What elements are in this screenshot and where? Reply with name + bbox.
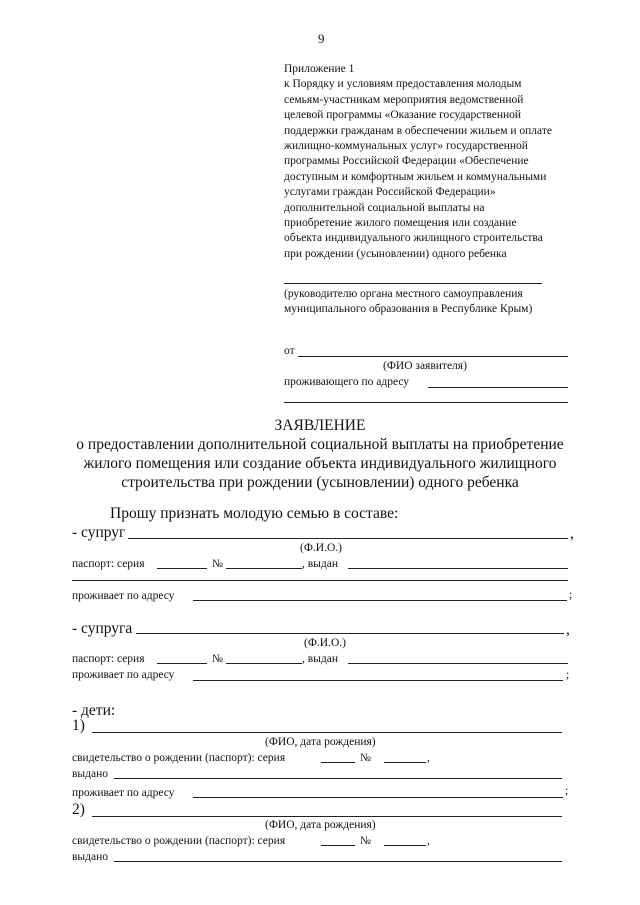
spouse-f-address-field[interactable] xyxy=(193,680,563,681)
child2-series-field[interactable] xyxy=(321,845,355,846)
applicant-address-field[interactable] xyxy=(428,387,568,388)
page-number: 9 xyxy=(318,31,325,46)
spouse-m-caption: (Ф.И.О.) xyxy=(300,542,342,554)
addressee-line1: (руководителю органа местного самоуправления xyxy=(284,288,523,300)
child1-number-field[interactable] xyxy=(384,762,426,763)
child1-semicolon: ; xyxy=(565,785,569,797)
appendix-line: дополнительной социальной выплаты на xyxy=(284,201,485,214)
appendix-line: жилищно-коммунальных услуг» государственной xyxy=(284,140,528,153)
child1-address-label: проживает по адресу xyxy=(72,787,175,799)
appendix-line: поддержки гражданам в обеспечении жильем и оплате xyxy=(284,124,552,137)
child1-cert-label: свидетельство о рождении (паспорт): серия xyxy=(72,752,286,764)
spouse-m-issued-label: , выдан xyxy=(302,558,339,570)
applicant-address-field-2[interactable] xyxy=(284,402,568,403)
spouse-m-passport-label: паспорт: серия xyxy=(72,558,145,570)
spouse-f-caption: (Ф.И.О.) xyxy=(304,637,346,649)
child2-issued-field[interactable] xyxy=(114,861,562,862)
child2-cert-label: свидетельство о рождении (паспорт): серия xyxy=(72,835,286,847)
spouse-m-name-field[interactable] xyxy=(128,538,568,539)
appendix-line: программы Российской Федерации «Обеспечение xyxy=(284,155,529,168)
child1-name-field[interactable] xyxy=(92,732,562,733)
child2-name-field[interactable] xyxy=(92,816,562,817)
intro-text: Прошу признать молодую семью в составе: xyxy=(110,505,399,522)
child1-comma: , xyxy=(427,752,430,764)
spouse-f-comma: , xyxy=(566,621,570,638)
child1-series-field[interactable] xyxy=(321,762,355,763)
child1-issued-label: выдано xyxy=(72,768,109,780)
child1-caption: (ФИО, дата рождения) xyxy=(265,736,376,748)
title-line3: строительства при рождении (усыновлении) одного ребенка xyxy=(121,474,519,491)
child1-address-field[interactable] xyxy=(193,797,563,798)
from-label: от xyxy=(284,345,295,357)
appendix-line: при рождении (усыновлении) одного ребенка xyxy=(284,247,507,260)
spouse-m-series-field[interactable] xyxy=(157,568,207,569)
appendix-line: к Порядку и условиям предоставления молодым xyxy=(284,78,522,91)
spouse-m-semicolon: ; xyxy=(569,589,573,601)
applicant-caption: (ФИО заявителя) xyxy=(383,360,467,372)
child2-caption: (ФИО, дата рождения) xyxy=(265,819,376,831)
children-label: - дети: xyxy=(72,702,116,719)
spouse-f-passport-label: паспорт: серия xyxy=(72,653,145,665)
spouse-m-address-label: проживает по адресу xyxy=(72,590,175,602)
spouse-f-series-field[interactable] xyxy=(157,663,207,664)
spouse-f-issued-field[interactable] xyxy=(348,663,568,664)
spouse-m-issued-field[interactable] xyxy=(348,568,568,569)
child2-comma: , xyxy=(427,835,430,847)
child1-issued-field[interactable] xyxy=(114,778,562,779)
child2-issued-label: выдано xyxy=(72,851,109,863)
child1-number-label: № xyxy=(360,752,371,764)
spouse-f-address-label: проживает по адресу xyxy=(72,669,175,681)
appendix-block xyxy=(284,62,552,262)
appendix-line: целевой программы «Оказание государственной xyxy=(284,109,522,122)
title-line1: о предоставлении дополнительной социальной выплаты на приобретение xyxy=(76,436,564,453)
spouse-m-issued-field-2[interactable] xyxy=(72,580,568,581)
appendix-line: доступным и комфортным жильем и коммунальными xyxy=(284,170,547,183)
addressee-line2: муниципального образования в Республике Крым) xyxy=(284,303,533,315)
document-title: ЗАЯВЛЕНИЕ xyxy=(274,417,366,434)
spouse-m-address-field[interactable] xyxy=(193,600,567,601)
spouse-f-label: - супруга xyxy=(72,620,133,637)
from-address-label: проживающего по адресу xyxy=(284,376,410,388)
spouse-f-name-field[interactable] xyxy=(136,633,564,634)
child2-number-field[interactable] xyxy=(384,845,426,846)
spouse-m-number-label: № xyxy=(212,558,223,570)
child2-num: 2) xyxy=(72,801,85,818)
spouse-f-semicolon: ; xyxy=(566,669,570,681)
child1-num: 1) xyxy=(72,717,85,734)
appendix-line: Приложение 1 xyxy=(284,63,355,75)
spouse-m-number-field[interactable] xyxy=(226,568,302,569)
spouse-m-comma: , xyxy=(570,525,574,542)
appendix-line: семьям-участникам мероприятия ведомственной xyxy=(284,93,524,106)
addressee-line[interactable] xyxy=(284,283,542,284)
appendix-line: объекта индивидуального жилищного строительства xyxy=(284,232,543,245)
applicant-name-field[interactable] xyxy=(298,356,568,357)
spouse-m-label: - супруг xyxy=(72,524,126,541)
spouse-f-issued-label: , выдан xyxy=(302,653,339,665)
spouse-f-number-label: № xyxy=(212,653,223,665)
spouse-f-number-field[interactable] xyxy=(226,663,302,664)
child2-number-label: № xyxy=(360,835,371,847)
appendix-line: приобретение жилого помещения или создание xyxy=(284,217,517,230)
title-line2: жилого помещения или создание объекта индивидуального жилищного xyxy=(83,455,557,472)
appendix-line: услугами граждан Российской Федерации» xyxy=(284,186,496,199)
